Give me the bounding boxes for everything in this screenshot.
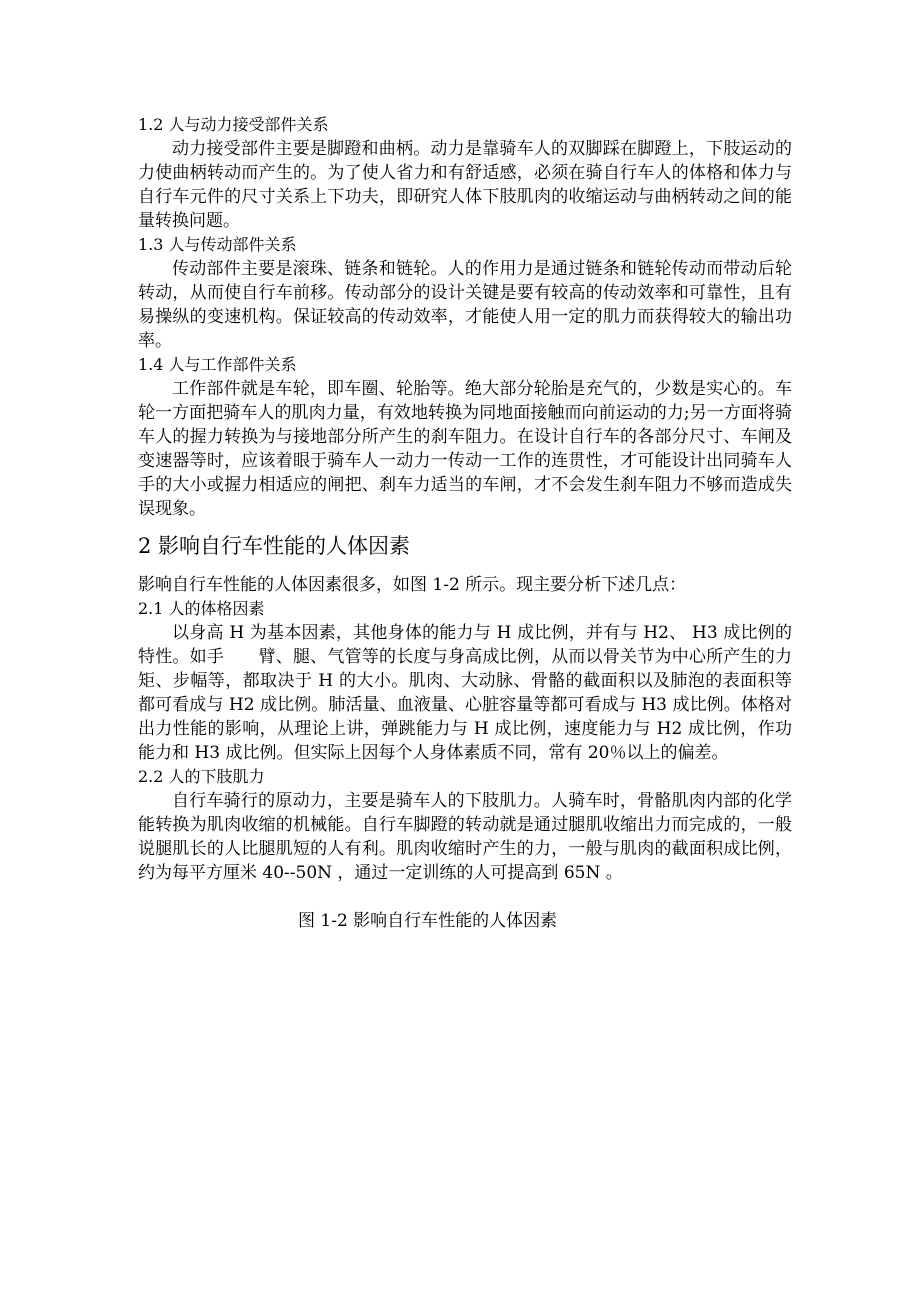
section-body-2-1: 以身高 H 为基本因素，其他身体的能力与 H 成比例，并有与 H2、 H3 成比例的特性。如手 臂、腿、气管等的长度与身高成比例，从而以骨关节为中心所产生的力矩、步幅等，都取决于 H 的大小。肌肉、大动脉、骨骼的截面积以及肺泡的表面积等都可看成与 H2 成比例。肺活量、血液量、心脏容量等都可看成与 H3 成比例。体格对出力性能的影响，从理论上讲，弹跳能力与 H 成比例，速度能力与 H2 成比例，作功能力和 H3 成比例。但实际上因每个人身体素质不同，常有 20％以上的偏差。	[138, 623, 792, 763]
section-body-1-4: 工作部件就是车轮，即车圈、轮胎等。绝大部分轮胎是充气的，少数是实心的。车轮一方面把骑车人的肌肉力量，有效地转换为同地面接触而向前运动的力;另一方面将骑车人的握力转换为与接地部分所产生的刹车阻力。在设计自行车的各部分尺寸、车闸及变速器等时，应该着眼于骑车人一动力一传动一工作的连贯性，才可能设计出同骑车人手的大小或握力相适应的闸把、刹车力适当的车闸，才不会发生刹车阻力不够而造成失误现象。	[138, 379, 792, 519]
section-heading-1-2: 1.2 人与动力接受部件关系	[138, 115, 329, 134]
section-heading-1-3: 1.3 人与传动部件关系	[138, 235, 297, 254]
section-body-1-2: 动力接受部件主要是脚蹬和曲柄。动力是靠骑车人的双脚踩在脚蹬上，下肢运动的力使曲柄转动而产生的。为了使人省力和有舒适感，必须在骑自行车人的体格和体力与自行车元件的尺寸关系上下功夫，即研究人体下肢肌肉的收缩运动与曲柄转动之间的能量转换问题。	[138, 139, 792, 231]
document-page	[138, 113, 792, 933]
section-heading-2-1: 2.1 人的体格因素	[138, 599, 265, 618]
chapter-intro-2: 影响自行车性能的人体因素很多，如图 1-2 所示。现主要分析下述几点：	[138, 575, 687, 595]
section-body-2-2: 自行车骑行的原动力，主要是骑车人的下肢肌力。人骑车时，骨骼肌肉内部的化学能转换为肌肉收缩的机械能。自行车脚蹬的转动就是通过腿肌收缩出力而完成的，一般说腿肌长的人比腿肌短的人有利。肌肉收缩时产生的力，一般与肌肉的截面积成比例，约为每平方厘米 40--50N ，通过一定训练的人可提高到 65N 。	[138, 791, 792, 883]
figure-caption: 图 1-2 影响自行车性能的人体因素	[298, 911, 558, 931]
section-heading-1-4: 1.4 人与工作部件关系	[138, 355, 297, 374]
chapter-heading-2: 2 影响自行车性能的人体因素	[138, 534, 411, 558]
section-heading-2-2: 2.2 人的下肢肌力	[138, 767, 265, 786]
section-body-1-3: 传动部件主要是滚珠、链条和链轮。人的作用力是通过链条和链轮传动而带动后轮转动，从而使自行车前移。传动部分的设计关键是要有较高的传动效率和可靠性，且有易操纵的变速机构。保证较高的传动效率，才能使人用一定的肌力而获得较大的输出功率。	[138, 259, 792, 351]
